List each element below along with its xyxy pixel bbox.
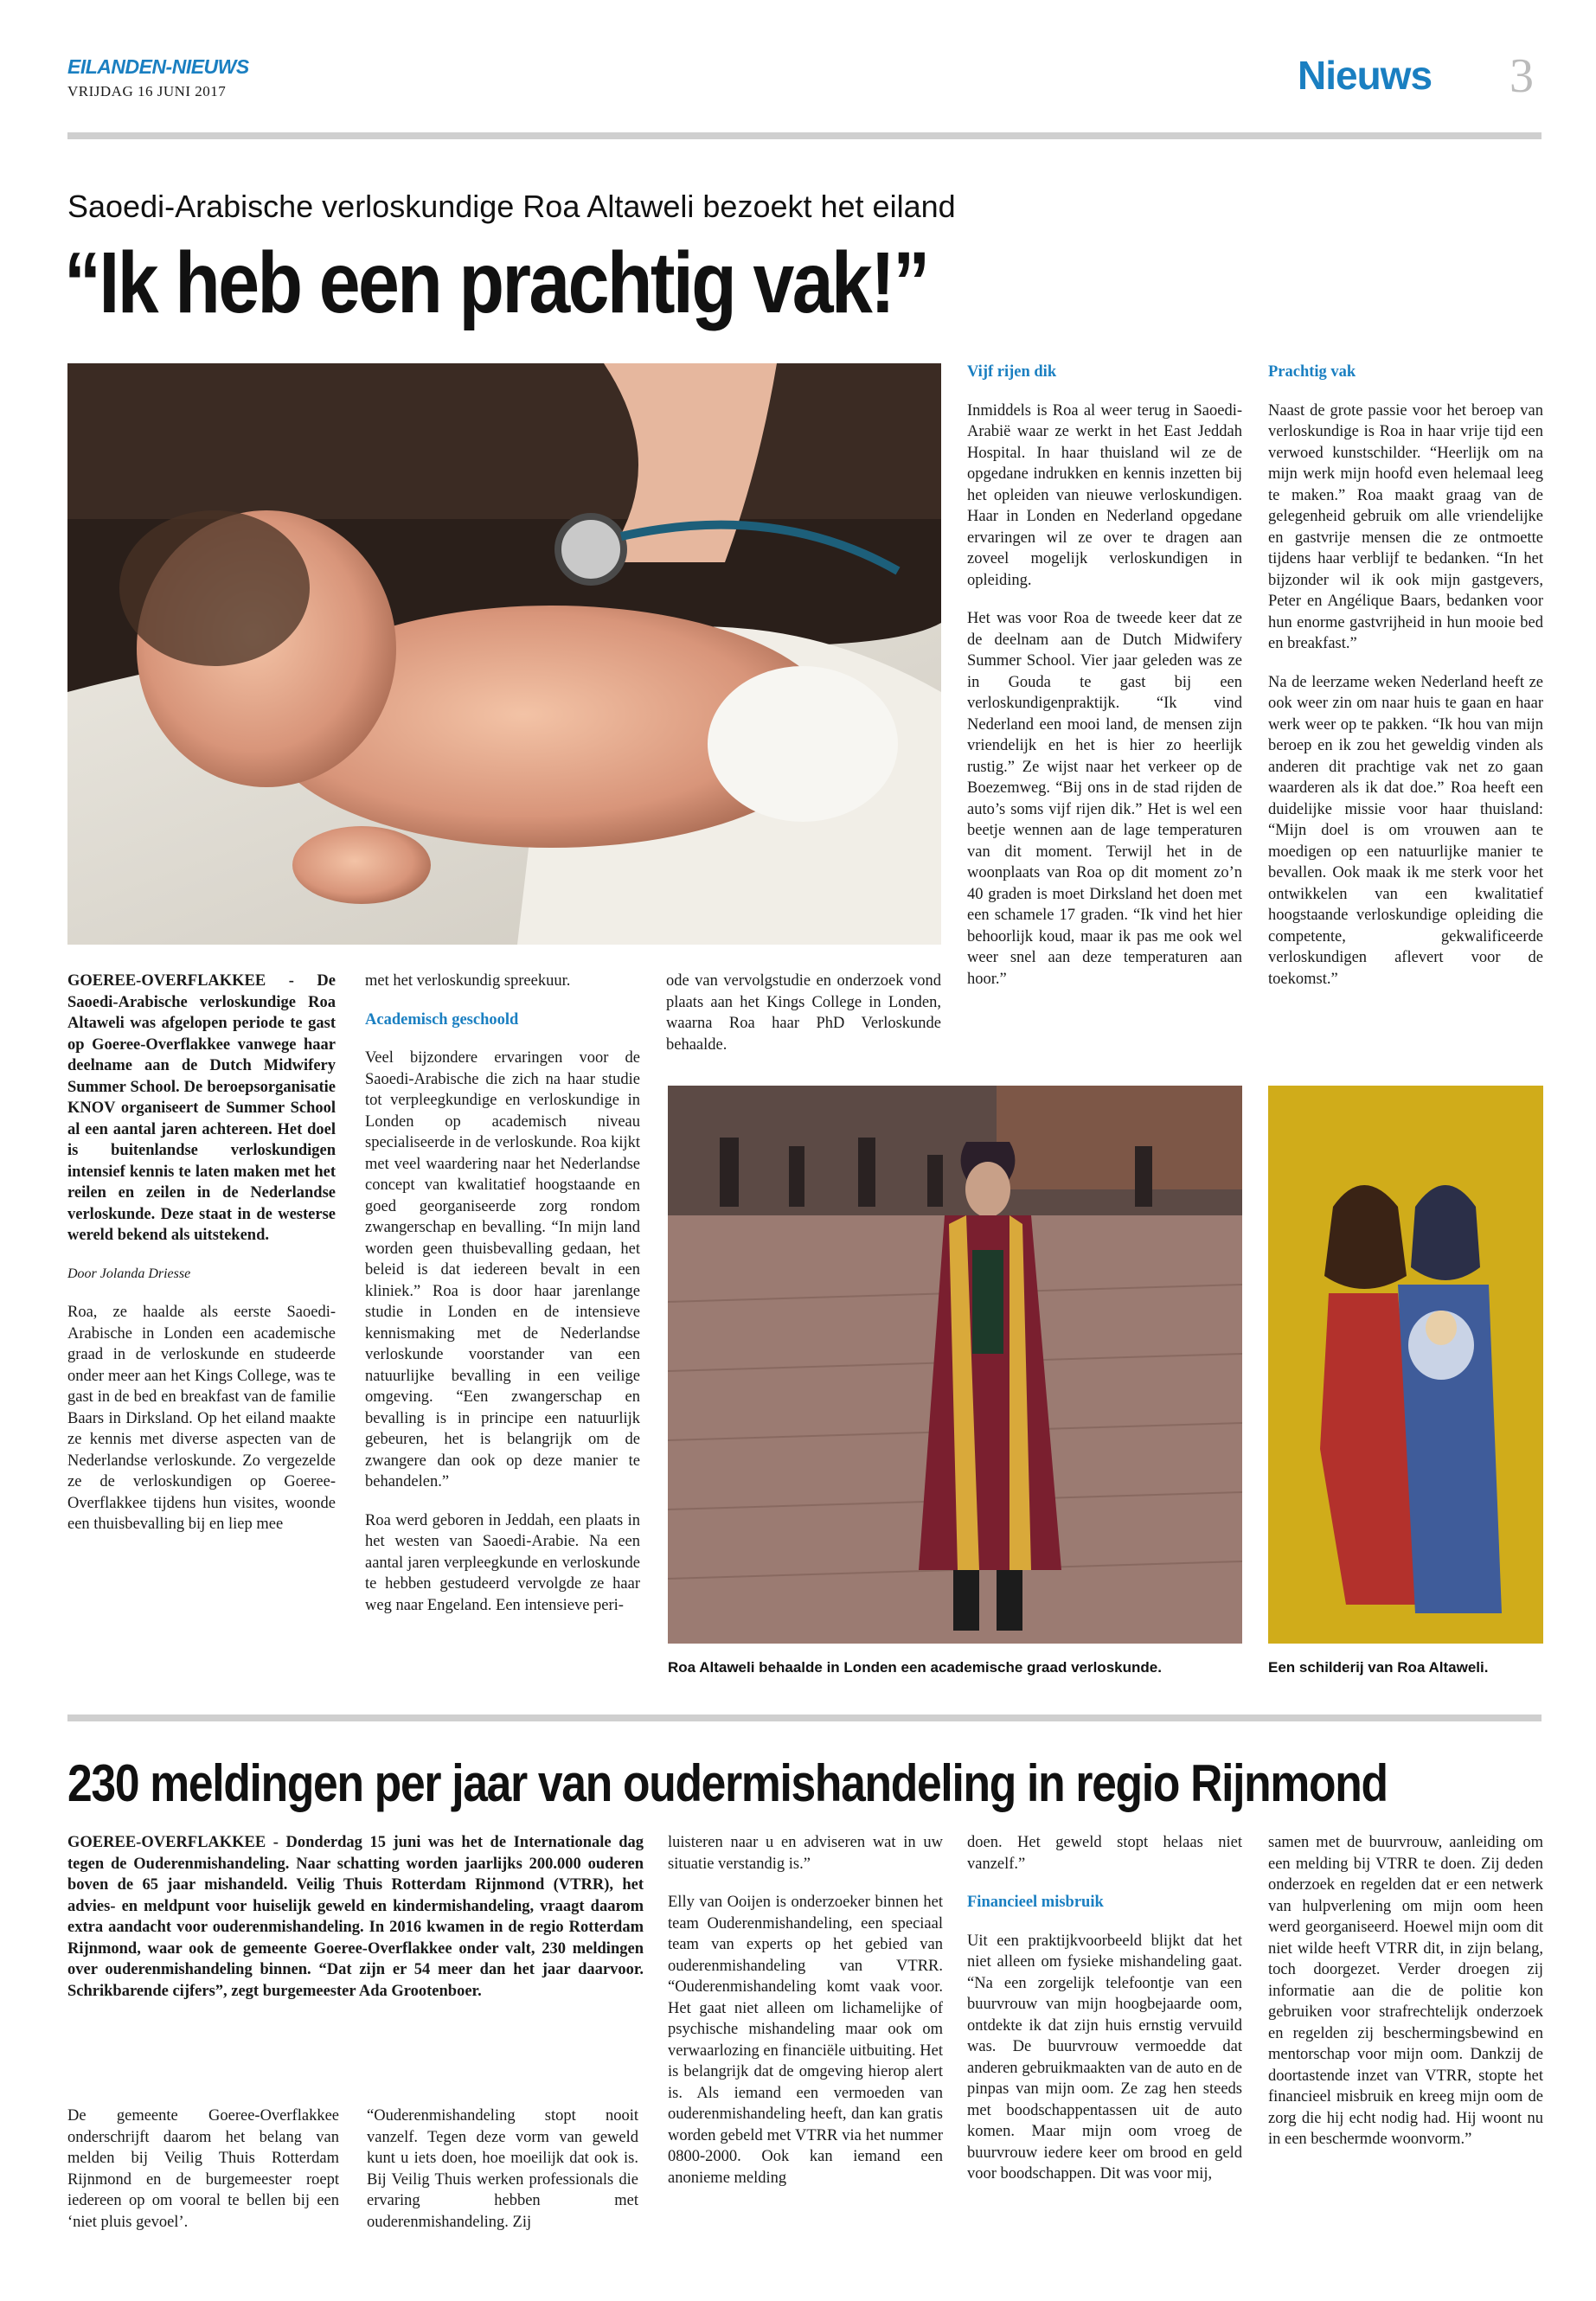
article1-paragraph: Inmiddels is Roa al weer terug in Saoedi-Arabië waar ze werkt in het East Jeddah Hospital. In haar thuisland wil ze de opgedane indrukken en kennis inzetten bij het opleiden van nieuwe verloskundigen. Haar in Londen en Nederland opgedane ervaringen wil ze over te dragen aan zoveel mogelijk verloskundigen in opleiding. <box>967 401 1242 589</box>
article2-column-3 <box>668 1832 943 2206</box>
newspaper-logo: EILANDEN-NIEUWS <box>67 55 249 78</box>
article1-paragraph: Roa werd geboren in Jeddah, een plaats in het westen van Saoedi-Arabie. Na een aantal jaren verpleegkunde en verloskunde te hebben gestudeerd vervolgde ze haar weg naar Engeland. Een intensieve peri- <box>365 1511 640 1614</box>
article2-intro-block <box>67 1832 644 2019</box>
graduation-photo <box>668 1086 1242 1644</box>
article1-paragraph: ode van vervolgstudie en onderzoek vond plaats aan het Kings College in Londen, waarna Roa haar PhD Verloskunde behaalde. <box>666 972 941 1054</box>
page-number: 3 <box>1509 49 1534 103</box>
subheading-vijf-rijen: Vijf rijen dik <box>967 363 1057 381</box>
article1-paragraph: Naast de grote passie voor het beroep van verloskundige is Roa in haar vrije tijd een verwoed kunstschilder. “Heerlijk om na mijn werk mijn hoofd even helemaal leeg te maken.” Roa maakt graag van de gelegenheid gebruik om alle vriendelijke en gastvrije mensen die ze ontmoette tijdens haar verblijf te bedanken. “In het bijzonder wil ik ook mijn gastgevers, Peter en Angélique Baars, bedanken voor hun enorme gastvrijheid in hun mooie bed en breakfast.” <box>1268 401 1543 652</box>
article2-paragraph: “Ouderenmishandeling stopt nooit vanzelf. Tegen deze vorm van geweld kunt u iets doen, hoe moeilijk dat ook is. Bij Veilig Thuis werken professionals die ervaring hebben met ouderenmishandeling. Zij <box>367 2107 638 2231</box>
section-title: Nieuws <box>1298 53 1433 98</box>
article1-paragraph: Veel bijzondere ervaringen voor de Saoedi-Arabische die zich na haar studie tot verpleegkundige en verloskundige in Londen op academisch niveau specialiseerde in de verloskunde. Roa kijkt met veel waardering naar het Nederlandse concept van kwalitatief hoogstaande en goed georganiseerde zorg rondom zwangerschap en bevalling. “In mijn land worden geen thuisbevalling gedaan, het beleid is dat iedereen bevalt in een kliniek.” Roa is door haar jarenlange studie in Londen en de intensieve kennismaking met de Nederlandse verloskunde voorstander van een natuurlijke bevalling in een veilige omgeving. “Een zwangerschap en bevalling is in principe een natuurlijk gebeuren, het is belangrijk om de zwangere dan ook op deze manier te behandelen.” <box>365 1049 640 1490</box>
subheading-prachtig-vak: Prachtig vak <box>1268 363 1356 381</box>
graduation-caption: Roa Altaweli behaalde in Londen een academische graad verloskunde. <box>668 1659 1162 1676</box>
article1-intro: GOEREE-OVERFLAKKEE - De Saoedi-Arabische verloskundige Roa Altaweli was afgelopen periode te gast op Goeree-Overflakkee vanwege haar deelname aan de Dutch Midwifery Summer School. De beroepsorganisatie KNOV organiseert de Summer School al een aantal jaren achtereen. Het doel is buitenlandse verloskundigen intensief kennis te laten maken met het reilen en zeilen in de Nederlandse verloskunde. Deze staat in de westerse wereld bekend als uitstekend. <box>67 972 336 1244</box>
article1-byline: Door Jolanda Driesse <box>67 1266 191 1281</box>
article2-paragraph: luisteren naar u en adviseren wat in uw situatie verstandig is.” <box>668 1834 943 1873</box>
article2-column-1 <box>67 2106 339 2250</box>
article2-paragraph: Elly van Ooijen is onderzoeker binnen het team Ouderenmishandeling, een speciaal team van experts op het gebied van ouderenmishandeling van VTRR. “Ouderenmishandeling komt vaak voor. Het gaat niet alleen om lichamelijke of psychische mishandeling maar ook om verwaarlozing en financiële uitbuiting. Het is belangrijk dat de omgeving hierop alert is. Als iemand een vermoeden van ouderenmishandeling heeft, dan kan gratis worden gebeld met VTRR via het nummer 0800-2000. Ook kan iemand een anonieme melding <box>668 1894 943 2187</box>
article2-column-4 <box>967 1832 1242 2202</box>
article2-column-2 <box>367 2106 638 2250</box>
article1-paragraph: met het verloskundig spreekuur. <box>365 972 571 990</box>
issue-date: VRIJDAG 16 JUNI 2017 <box>67 83 227 99</box>
article2-paragraph: doen. Het geweld stopt helaas niet vanzelf.” <box>967 1834 1242 1873</box>
painting-photo <box>1268 1086 1543 1644</box>
article2-intro: GOEREE-OVERFLAKKEE - Donderdag 15 juni was het de Internationale dag tegen de Ouderenmishandeling. Naar schatting worden jaarlijks 200.000 ouderen boven de 65 jaar mishandeld. Veilig Thuis Rotterdam Rijnmond (VTRR), het advies- en meldpunt voor huiselijk geweld en kindermishandeling, vraagt daarom extra aandacht voor ouderenmishandeling. In 2016 kwamen in de regio Rotterdam Rijnmond, waar ook de gemeente Goeree-Overflakkee onder valt, 230 meldingen over ouderenmishandeling binnen. “Dat zijn er 54 meer dan het jaar daarvoor. Schrikbarende cijfers”, zegt burgemeester Ada Grootenboer. <box>67 1834 644 2000</box>
article1-column-4 <box>967 362 1242 1007</box>
article1-paragraph: Roa, ze haalde als eerste Saoedi-Arabische in Londen een academische graad in de verloskunde en studeerde onder meer aan het Kings College, was te gast in de bed en breakfast van de familie Baars in Dirksland. Op het eiland maakte ze kennis met diverse aspecten van de Nederlandse verloskunde. Zo vergezelde ze de verloskundigen op Goeree-Overflakkee tijdens hun visites, woonde een thuisbevalling bij en liep mee <box>67 1304 336 1533</box>
baby-stethoscope-photo <box>67 363 941 945</box>
article1-column-1 <box>67 971 336 1553</box>
subheading-academisch: Academisch geschoold <box>365 1010 519 1029</box>
article2-column-5 <box>1268 1832 1543 2168</box>
painting-caption: Een schilderij van Roa Altaweli. <box>1268 1659 1489 1676</box>
article2-paragraph: Uit een praktijkvoorbeeld blijkt dat het niet alleen om fysieke mishandeling gaat. “Na een zorgelijk telefoontje van een buurvrouw van mijn hoogbejaarde oom, ontdekte ik dat zijn huis ernstig vervuild was. De buurvrouw vermoedde dat anderen gebruikmaakten van de auto en de pinpas van mijn oom. Ze zag hen steeds met boodschappentassen uit de auto komen. Maar mijn oom vroeg de buurvrouw iedere keer om brood en geld voor boodschappen. Dit was voor mij, <box>967 1932 1242 2182</box>
article1-column-2 <box>365 971 640 1633</box>
article2-paragraph: samen met de buurvrouw, aanleiding om een melding bij VTRR te doen. Zij deden onderzoek en regelden dat er een netwerk van hulpverlening om mijn oom heen werd georganiseerd. Hoewel mijn oom dit niet wilde heeft VTRR dit, in zijn belang, toch doorgezet. Verder droegen zij informatie aan die de politie kon gebruiken voor strafrechtelijk onderzoek en regelden zij beschermingsbewind en mentorschap voor mijn oom. Dankzij de doortastende inzet van VTRR, stopte het financieel misbruik en kreeg mijn oom de zorg die hij echt nodig had. Hij woont nu in een beschermde woonvorm.” <box>1268 1834 1543 2148</box>
article1-paragraph: Het was voor Roa de tweede keer dat ze de deelnam aan de Dutch Midwifery Summer School. Vier jaar geleden was ze in Gouda te gast bij een verloskundigenpraktijk. “Ik vind Nederland een mooi land, de mensen zijn vriendelijk en het is hier zo heerlijk rustig.” Ze wijst naar het verkeer op de Boezemweg. “Bij ons in de stad rijden de auto’s soms vijf rijen dik.” Het is wel een beetje wennen aan de lage temperaturen van dit moment. Terwijl het in de woonplaats van Roa op dit moment zo’n 40 graden is moet Dirksland het doen met een schamele 17 graden. “Ik vind het hier behoorlijk koud, maar ik pas me ook wel weer snel aan deze temperaturen aan hoor.” <box>967 610 1242 988</box>
article1-paragraph: Na de leerzame weken Nederland heeft ze ook weer zin om naar huis te gaan en haar werk weer op te pakken. “Ik hou van mijn beroep en ik zou het geweldig vinden als anderen dit prachtige vak net zo gaan waarderen als ik dat doe.” Roa heeft een duidelijke missie voor haar thuisland: “Mijn doel is om vrouwen aan te moedigen op een natuurlijke manier te bevallen. Ook maak ik me sterk voor het ontwikkelen van een kwalitatief hoogstaande verloskundige opleiding die competente, gekwalificeerde verloskundigen aflevert voor de toekomst.” <box>1268 673 1543 988</box>
article-divider <box>67 1715 1542 1721</box>
article-headline: “Ik heb een prachtig vak!” <box>64 234 928 331</box>
article2-headline: 230 meldingen per jaar van oudermishandeling in regio Rijnmond <box>67 1754 1388 1812</box>
article2-paragraph: De gemeente Goeree-Overflakkee onderschrijft daarom het belang van melden bij Veilig Thuis Rotterdam Rijnmond en de burgemeester roept iedereen op om vooral te bellen bij een ‘niet pluis gevoel’. <box>67 2107 339 2231</box>
article1-column-3 <box>666 971 941 1073</box>
article1-column-5 <box>1268 362 1543 1007</box>
subheading-financieel-misbruik: Financieel misbruik <box>967 1894 1104 1911</box>
article-kicker: Saoedi-Arabische verloskundige Roa Altaweli bezoekt het eiland <box>67 189 956 224</box>
top-divider <box>67 132 1542 139</box>
